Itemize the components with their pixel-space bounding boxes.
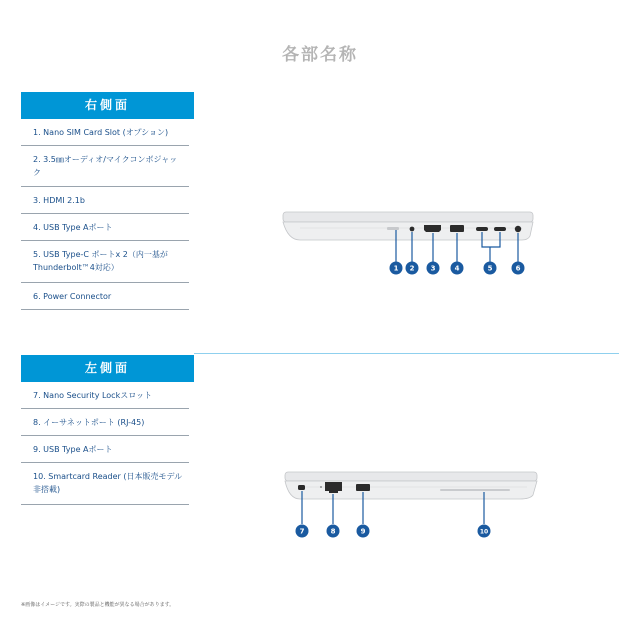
status-led-icon xyxy=(320,486,322,488)
marker-10: 10 xyxy=(479,528,489,536)
marker-group-right xyxy=(390,262,525,275)
list-item: 10. Smartcard Reader (日本販売モデル非搭載) xyxy=(21,463,189,505)
laptop-right-view xyxy=(283,212,533,275)
list-item: 8. イーサネットポート (RJ-45) xyxy=(21,409,189,436)
marker-6: 6 xyxy=(515,264,521,273)
list-item: 1. Nano SIM Card Slot (オプション) xyxy=(21,119,189,146)
marker-3: 3 xyxy=(430,264,436,273)
marker-5: 5 xyxy=(487,264,493,273)
list-item: 4. USB Type Aポート xyxy=(21,214,189,241)
usb-c-port-icon xyxy=(476,227,488,231)
list-item: 9. USB Type Aポート xyxy=(21,436,189,463)
marker-4: 4 xyxy=(454,264,460,273)
footnote: ※画像はイメージです。実際の製品と機能が異なる場合があります。 xyxy=(21,602,175,608)
usb-c-port-icon xyxy=(494,227,506,231)
list-item: 3. HDMI 2.1b xyxy=(21,187,189,214)
page-title: 各部名称 xyxy=(282,45,358,65)
marker-2: 2 xyxy=(409,264,415,273)
marker-9: 9 xyxy=(360,527,366,536)
power-connector-icon xyxy=(515,226,521,232)
laptop-left-view xyxy=(285,472,537,538)
marker-8: 8 xyxy=(330,527,336,536)
list-item: 5. USB Type-C ポートx 2（内一基がThunderbolt™4対応） xyxy=(21,241,189,283)
usb-a-port-icon xyxy=(450,225,464,232)
list-item: 2. 3.5㎜オーディオ/マイクコンボジャック xyxy=(21,146,189,187)
audio-jack-icon xyxy=(410,227,415,232)
sim-slot-icon xyxy=(387,227,399,230)
marker-1: 1 xyxy=(393,264,399,273)
marker-7: 7 xyxy=(299,527,305,536)
left-side-header: 左側面 xyxy=(21,355,194,382)
usb-a-port-icon xyxy=(356,484,370,491)
marker-group-left xyxy=(296,525,491,538)
list-item: 7. Nano Security Lockスロット xyxy=(21,382,189,409)
right-side-header: 右側面 xyxy=(21,92,194,119)
hdmi-port-icon xyxy=(424,225,441,232)
list-item: 6. Power Connector xyxy=(21,283,189,310)
security-lock-slot-icon xyxy=(298,485,305,490)
smartcard-slot-icon xyxy=(440,489,510,491)
